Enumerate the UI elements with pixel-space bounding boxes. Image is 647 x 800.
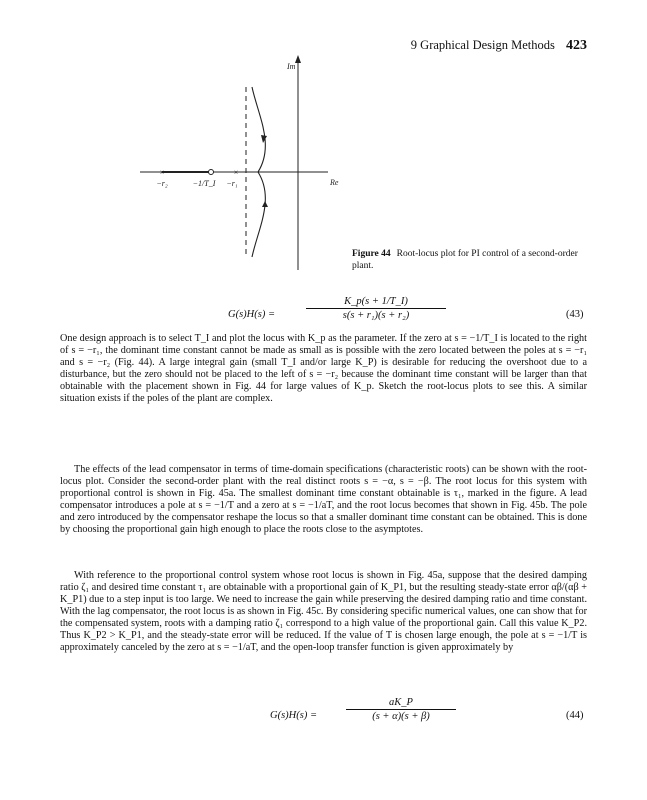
chapter-title: 9 Graphical Design Methods xyxy=(410,38,555,52)
pole-marker: × xyxy=(233,168,239,177)
eq44-fraction xyxy=(346,697,456,722)
eq44-number: (44) xyxy=(566,710,584,721)
locus-upper-branch xyxy=(252,87,265,172)
eq43-lhs: G(s)H(s) = xyxy=(228,309,276,320)
caption-text: Root-locus plot for PI control of a second-order plant. xyxy=(352,249,578,271)
real-axis-label: Re xyxy=(330,178,339,187)
paragraph-2: The effects of the lead compensator in terms of time-domain specifications (characteristic roots) can be shown with the root-locus plot. Consider the second-order plant with the real distinct roots s = −α, s = −β. The root locus for this system with proportional control is shown in Fig. 45a. The smallest dominant time constant obtainable is τ₁, marked in the figure. A lead compensator introduces a pole at s = −1/T and a zero at s = −1/aT, and the root locus becomes that shown in Fig. 45b. The pole and zero introduced by the compensator reshape the locus so that a smaller dominant time constant can be obtained. This is done by choosing the proportional gain high enough to place the roots close to the asymptotes. xyxy=(60,464,587,536)
locus-arrow-up xyxy=(261,135,267,143)
root-locus-figure xyxy=(140,55,380,280)
paragraph-1: One design approach is to select T_I and plot the locus with K_p as the parameter. If the zero at s = −1/T_I is located to the right of s = −r₁, the dominant time constant cannot be made as small as is possible with the zero located between the poles at s = −r₁ and s = −r₂ (Fig. 44). A large integral gain (small T_I and/or large K_P) is desirable for reducing the overshoot due to a disturbance, but the zero should not be placed to the left of s = −r₂ because the dominant time constant will be larger than that obtainable with the placement shown in Fig. 44 for large values of K_p. Sketch the root-locus plots to see this. A similar situation exists if the poles of the plant are complex. xyxy=(60,333,587,405)
zero-label: −1/T_I xyxy=(192,179,216,188)
locus-lower-branch xyxy=(252,172,265,257)
page-header xyxy=(411,38,587,54)
fraction-bar xyxy=(306,308,446,309)
locus-arrow-down xyxy=(262,201,268,207)
imag-axis-arrow xyxy=(295,55,301,63)
root-locus-plot xyxy=(140,55,380,280)
pole-label-r2: −r₂ xyxy=(156,179,168,188)
eq44-lhs: G(s)H(s) = xyxy=(270,710,318,721)
figure-caption xyxy=(352,248,592,272)
pole-label-r1: −r₁ xyxy=(226,179,238,188)
eq43-fraction xyxy=(306,296,446,321)
caption-label: Figure 44 xyxy=(352,249,391,259)
imag-axis-label: Im xyxy=(287,62,296,71)
eq43-denominator: s(s + r₁)(s + r₂) xyxy=(342,310,410,321)
zero-marker xyxy=(209,170,214,175)
eq44-numerator: aK_P xyxy=(389,697,413,708)
pole-marker: × xyxy=(159,168,165,177)
eq43-numerator: K_p(s + 1/T_I) xyxy=(344,296,408,307)
paragraph-3: With reference to the proportional control system whose root locus is shown in Fig. 45a, suppose that the desired damping ratio ζ₁ and desired time constant τ₁ are obtainable with a proportional gain of K_P1, but the resulting steady-state error αβ/(αβ + K_P1) due to a step input is too large. We need to increase the gain while preserving the desired damping ratio and time constant. With the lag compensator, the root locus is as shown in Fig. 45c. By considering specific numerical values, one can show that for the compensated system, roots with a damping ratio ζ₁ correspond to a high value of the proportional gain. Call this value K_P2. Thus K_P2 > K_P1, and the steady-state error will be reduced. If the value of T is chosen large enough, the pole at s = −1/T is approximately canceled by the zero at s = −1/aT, and the open-loop transfer function is given approximately by xyxy=(60,570,587,654)
eq43-number: (43) xyxy=(566,309,584,320)
eq44-denominator: (s + α)(s + β) xyxy=(372,711,430,722)
fraction-bar xyxy=(346,709,456,710)
page-number: 423 xyxy=(566,38,587,53)
